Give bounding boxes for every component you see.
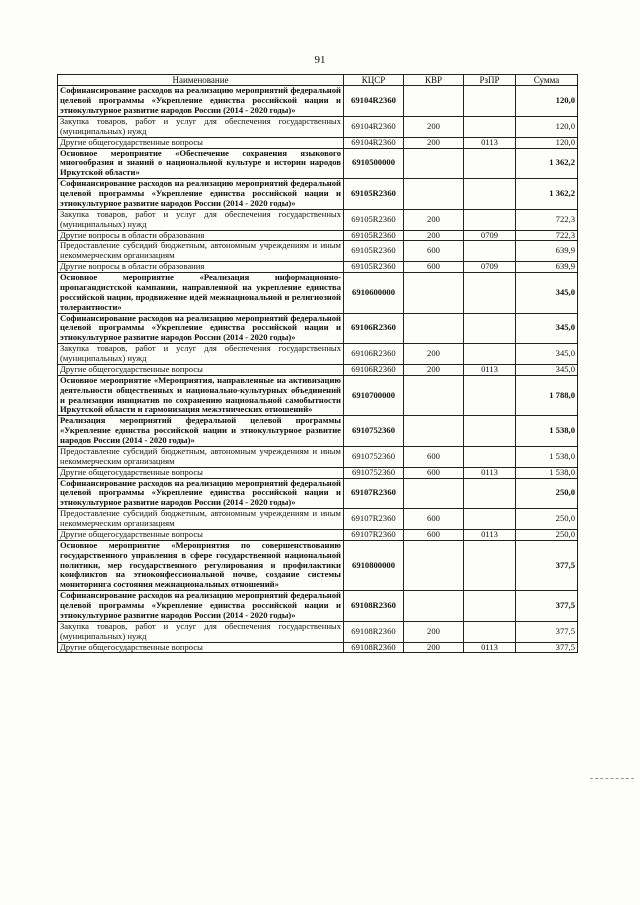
table-row	[58, 116, 578, 137]
table-row	[58, 86, 578, 117]
table-row	[58, 209, 578, 230]
cell-kvr: 200	[404, 364, 464, 375]
table-row	[58, 416, 578, 447]
cell-rzpr	[464, 375, 516, 416]
cell-name: Предоставление субсидий бюджетным, автономным учреждениям и иным некоммерческим организациям	[58, 446, 344, 467]
cell-kvr	[404, 313, 464, 344]
table-row	[58, 540, 578, 590]
cell-kcsr: 69104R2360	[344, 86, 404, 117]
cell-sum: 639,9	[516, 241, 578, 262]
table-row	[58, 273, 578, 314]
cell-kcsr: 69105R2360	[344, 241, 404, 262]
cell-name: Другие общегосударственные вопросы	[58, 467, 344, 478]
cell-name: Основное мероприятие «Мероприятия по совершенствованию государственного управления в сфере государственной национальной политики, мер государственного регулирования и профилактики конфликтов на этноконфессиональной почве, создание системы мониторинга состояния межнациональных отношений»	[58, 540, 344, 590]
table-row	[58, 642, 578, 653]
cell-rzpr	[464, 241, 516, 262]
cell-kcsr: 69105R2360	[344, 179, 404, 210]
table-row	[58, 241, 578, 262]
cell-name: Предоставление субсидий бюджетным, автономным учреждениям и иным некоммерческим организациям	[58, 241, 344, 262]
cell-sum: 345,0	[516, 364, 578, 375]
cell-name: Другие общегосударственные вопросы	[58, 137, 344, 148]
cell-name: Закупка товаров, работ и услуг для обеспечения государственных (муниципальных) нужд	[58, 344, 344, 365]
cell-rzpr	[464, 86, 516, 117]
cell-rzpr	[464, 209, 516, 230]
cell-kcsr: 69108R2360	[344, 642, 404, 653]
cell-kvr: 200	[404, 230, 464, 241]
cell-name: Основное мероприятие «Мероприятия, направленные на активизацию деятельности общественных и национально-культурных объединений и реализации инициатив по сохранению национальной самобытности Иркутской области и гармонизация межэтнических отношений»	[58, 375, 344, 416]
cell-rzpr: 0113	[464, 137, 516, 148]
header-kvr: КВР	[404, 75, 464, 86]
cell-rzpr: 0709	[464, 262, 516, 273]
cell-sum: 250,0	[516, 529, 578, 540]
table-row	[58, 344, 578, 365]
cell-sum: 1 538,0	[516, 416, 578, 447]
cell-sum: 345,0	[516, 273, 578, 314]
margin-mark	[590, 778, 634, 779]
cell-sum: 377,5	[516, 642, 578, 653]
cell-kcsr: 69105R2360	[344, 230, 404, 241]
cell-kvr: 200	[404, 137, 464, 148]
table-row	[58, 591, 578, 622]
cell-kvr: 200	[404, 209, 464, 230]
cell-kvr	[404, 179, 464, 210]
cell-kcsr: 69106R2360	[344, 313, 404, 344]
cell-kcsr: 69107R2360	[344, 509, 404, 530]
cell-name: Основное мероприятие «Обеспечение сохранения языкового многообразия и знаний о национальной культуре и истории народов Иркутской области»	[58, 148, 344, 179]
cell-rzpr: 0113	[464, 467, 516, 478]
cell-kvr: 600	[404, 529, 464, 540]
cell-kvr: 200	[404, 344, 464, 365]
table-body	[58, 86, 578, 653]
cell-kvr: 200	[404, 642, 464, 653]
cell-kcsr: 69104R2360	[344, 116, 404, 137]
cell-kvr: 600	[404, 241, 464, 262]
cell-sum: 722,3	[516, 230, 578, 241]
page-number: 91	[314, 54, 326, 66]
cell-kvr	[404, 591, 464, 622]
cell-sum: 250,0	[516, 478, 578, 509]
table-row	[58, 509, 578, 530]
cell-name: Другие вопросы в области образования	[58, 262, 344, 273]
cell-kvr	[404, 375, 464, 416]
cell-sum: 377,5	[516, 591, 578, 622]
cell-rzpr	[464, 591, 516, 622]
cell-sum: 1 362,2	[516, 148, 578, 179]
cell-rzpr	[464, 478, 516, 509]
cell-rzpr	[464, 273, 516, 314]
table-row	[58, 148, 578, 179]
cell-kvr	[404, 273, 464, 314]
cell-name: Другие общегосударственные вопросы	[58, 529, 344, 540]
cell-kcsr: 69105R2360	[344, 209, 404, 230]
cell-name: Закупка товаров, работ и услуг для обеспечения государственных (муниципальных) нужд	[58, 116, 344, 137]
cell-kcsr: 69105R2360	[344, 262, 404, 273]
cell-sum: 345,0	[516, 313, 578, 344]
cell-sum: 120,0	[516, 86, 578, 117]
cell-sum: 1 362,2	[516, 179, 578, 210]
cell-kvr	[404, 86, 464, 117]
table-row	[58, 621, 578, 642]
cell-sum: 1 538,0	[516, 467, 578, 478]
cell-rzpr	[464, 313, 516, 344]
header-sum: Сумма	[516, 75, 578, 86]
cell-sum: 345,0	[516, 344, 578, 365]
table-row	[58, 364, 578, 375]
cell-kcsr: 6910800000	[344, 540, 404, 590]
cell-rzpr: 0113	[464, 364, 516, 375]
header-name: Наименование	[58, 75, 344, 86]
cell-sum: 120,0	[516, 137, 578, 148]
cell-kvr: 200	[404, 621, 464, 642]
cell-name: Основное мероприятие «Реализация информационно-пропагандистской кампании, направленной на укрепление единства российской нации, продвижение идей межнациональной и религиозной толерантности»	[58, 273, 344, 314]
table-row	[58, 375, 578, 416]
cell-kcsr: 69106R2360	[344, 344, 404, 365]
table-row	[58, 446, 578, 467]
cell-kcsr: 6910752360	[344, 467, 404, 478]
cell-kvr	[404, 416, 464, 447]
cell-name: Другие общегосударственные вопросы	[58, 364, 344, 375]
cell-sum: 250,0	[516, 509, 578, 530]
cell-kvr	[404, 478, 464, 509]
table-row	[58, 478, 578, 509]
cell-kcsr: 69106R2360	[344, 364, 404, 375]
cell-kcsr: 6910600000	[344, 273, 404, 314]
cell-sum: 1 788,0	[516, 375, 578, 416]
table-row	[58, 262, 578, 273]
cell-name: Закупка товаров, работ и услуг для обеспечения государственных (муниципальных) нужд	[58, 209, 344, 230]
table-row	[58, 467, 578, 478]
cell-kcsr: 6910700000	[344, 375, 404, 416]
cell-name: Предоставление субсидий бюджетным, автономным учреждениям и иным некоммерческим организациям	[58, 509, 344, 530]
cell-name: Софинансирование расходов на реализацию мероприятий федеральной целевой программы «Укрепление единства российской нации и этнокультурное развитие народов России (2014 - 2020 годы)»	[58, 179, 344, 210]
cell-name: Другие вопросы в области образования	[58, 230, 344, 241]
cell-kcsr: 6910500000	[344, 148, 404, 179]
cell-name: Реализация мероприятий федеральной целевой программы «Укрепление единства российской нации и этнокультурное развитие народов России (2014 - 2020 годы)»	[58, 416, 344, 447]
cell-kvr	[404, 540, 464, 590]
table-row	[58, 230, 578, 241]
cell-name: Софинансирование расходов на реализацию мероприятий федеральной целевой программы «Укрепление единства российской нации и этнокультурное развитие народов России (2014 - 2020 годы)»	[58, 478, 344, 509]
cell-rzpr	[464, 509, 516, 530]
budget-table	[57, 74, 578, 653]
cell-rzpr	[464, 446, 516, 467]
cell-sum: 377,5	[516, 621, 578, 642]
cell-kvr: 600	[404, 467, 464, 478]
cell-rzpr	[464, 344, 516, 365]
cell-name: Закупка товаров, работ и услуг для обеспечения государственных (муниципальных) нужд	[58, 621, 344, 642]
cell-name: Софинансирование расходов на реализацию мероприятий федеральной целевой программы «Укрепление единства российской нации и этнокультурное развитие народов России (2014 - 2020 годы)»	[58, 86, 344, 117]
cell-kcsr: 69108R2360	[344, 591, 404, 622]
table-row	[58, 179, 578, 210]
cell-rzpr	[464, 540, 516, 590]
cell-rzpr: 0709	[464, 230, 516, 241]
header-rzpr: РзПР	[464, 75, 516, 86]
cell-name: Софинансирование расходов на реализацию мероприятий федеральной целевой программы «Укрепление единства российской нации и этнокультурное развитие народов России (2014 - 2020 годы)»	[58, 591, 344, 622]
cell-rzpr	[464, 116, 516, 137]
cell-sum: 377,5	[516, 540, 578, 590]
cell-rzpr	[464, 416, 516, 447]
cell-rzpr: 0113	[464, 642, 516, 653]
table-row	[58, 313, 578, 344]
cell-kcsr: 69107R2360	[344, 478, 404, 509]
cell-kcsr: 69108R2360	[344, 621, 404, 642]
cell-sum: 639,9	[516, 262, 578, 273]
cell-rzpr	[464, 179, 516, 210]
table-row	[58, 529, 578, 540]
header-kcsr: КЦСР	[344, 75, 404, 86]
table-row	[58, 137, 578, 148]
cell-rzpr: 0113	[464, 529, 516, 540]
cell-kcsr: 6910752360	[344, 446, 404, 467]
cell-kcsr: 69107R2360	[344, 529, 404, 540]
cell-sum: 722,3	[516, 209, 578, 230]
cell-rzpr	[464, 621, 516, 642]
cell-kvr	[404, 148, 464, 179]
cell-kvr: 200	[404, 116, 464, 137]
cell-sum: 120,0	[516, 116, 578, 137]
cell-kvr: 600	[404, 262, 464, 273]
cell-kvr: 600	[404, 446, 464, 467]
cell-kvr: 600	[404, 509, 464, 530]
cell-sum: 1 538,0	[516, 446, 578, 467]
cell-kcsr: 69104R2360	[344, 137, 404, 148]
table-header-row	[58, 75, 578, 86]
cell-name: Софинансирование расходов на реализацию мероприятий федеральной целевой программы «Укрепление единства российской нации и этнокультурное развитие народов России (2014 - 2020 годы)»	[58, 313, 344, 344]
cell-name: Другие общегосударственные вопросы	[58, 642, 344, 653]
cell-kcsr: 6910752360	[344, 416, 404, 447]
cell-rzpr	[464, 148, 516, 179]
